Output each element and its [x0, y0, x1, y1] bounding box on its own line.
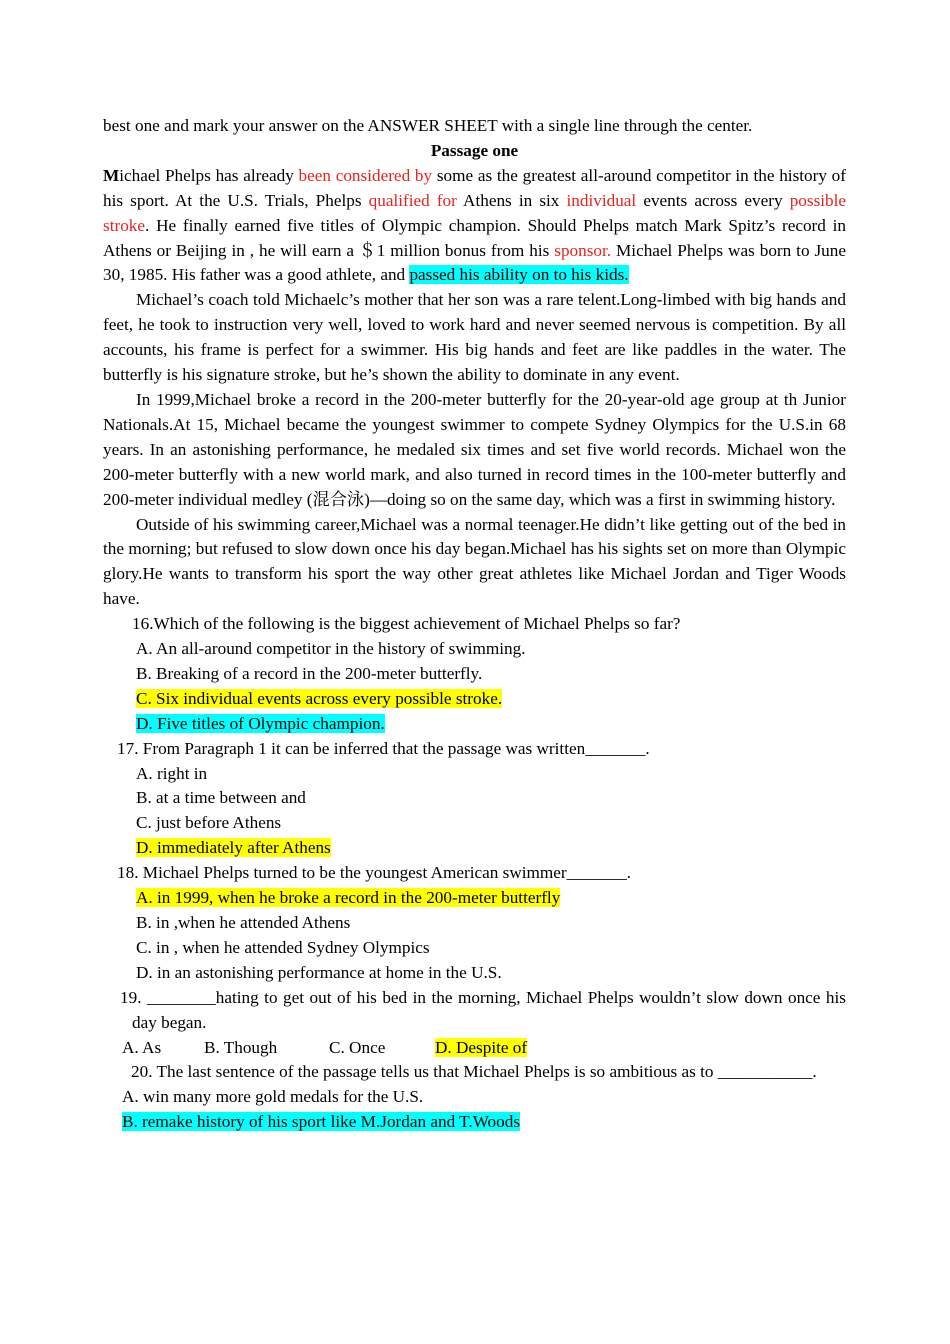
text-run: . He finally earned five titles of Olympic champion. Should Phelps match Mark Spitz’s record in Athens or Beijing in , he will earn a ＄1 million bonus from his — [103, 215, 846, 260]
passage-title: Passage one — [430, 140, 519, 160]
paragraph-4: Outside of his swimming career,Michael was a normal teenager.He didn’t like getting out of the bed in the morning; but refused to slow down once his day began.Michael has his sights set on more than Olympic glory.He wants to transform his sport the way other great athletes like Michael Jordan and Tiger Woods have. — [103, 514, 846, 609]
text-run: ichael Phelps has already — [119, 165, 299, 185]
q18-option-d: D. in an astonishing performance at home in the U.S. — [136, 962, 502, 982]
text-run: Athens in six — [456, 190, 567, 210]
text-run: events across every — [636, 190, 790, 210]
highlighted-option: C. Six individual events across every possible stroke. — [136, 688, 503, 708]
q17-option-a: A. right in — [136, 763, 208, 783]
question-19-stem: 19. ________hating to get out of his bed in the morning, Michael Phelps wouldn’t slow down once his day began. — [120, 987, 846, 1032]
q19-option-a: A. As — [122, 1037, 162, 1057]
q20-option-b — [103, 1110, 846, 1135]
q19-option-b: B. Though — [204, 1037, 278, 1057]
drop-letter: M — [103, 165, 120, 185]
q20-option-a: A. win many more gold medals for the U.S. — [122, 1087, 424, 1107]
red-phrase: qualified for — [368, 190, 457, 210]
paragraph-2: Michael’s coach told Michaelc’s mother that her son was a rare telent.Long-limbed with big hands and feet, he took to instruction very well, loved to work hard and never seemed nervous is competition. By all accounts, his frame is perfect for a swimmer. His big hands and feet are like paddles in the water. The butterfly is his signature stroke, but he’s shown the ability to dominate in any event. — [103, 290, 846, 385]
highlighted-phrase: passed his ability on to his kids. — [409, 265, 629, 285]
question-16-stem: 16.Which of the following is the biggest achievement of Michael Phelps so far? — [132, 614, 681, 634]
red-phrase: possible stroke — [103, 190, 847, 235]
q16-option-c — [103, 687, 846, 712]
red-phrase: been considered by — [298, 165, 433, 185]
q17-option-d — [103, 836, 846, 861]
highlighted-option: D. Five titles of Olympic champion. — [136, 713, 385, 733]
document-page — [103, 114, 846, 1135]
q18-option-c: C. in , when he attended Sydney Olympics — [136, 937, 430, 957]
paragraph-3: In 1999,Michael broke a record in the 200-meter butterfly for the 20-year-old age group at th Junior Nationals.At 15, Michael became the youngest swimmer to compete Sydney Olympics for the U.S.in 68 years. In an astonishing performance, he medaled six times and set five world records. Michael won the 200-meter butterfly with a new world mark, and also turned in record times in the 100-meter butterfly and 200-meter individual medley (混合泳)—doing so on the same day, which was a first in swimming history. — [103, 389, 846, 509]
q19-option-d: D. Despite of — [435, 1037, 528, 1057]
intro-line: best one and mark your answer on the ANSWER SHEET with a single line through the center. — [103, 116, 753, 135]
text-run: Michael Phelps was born to June 30, 1985. His father was a good athlete, and — [103, 240, 846, 285]
q19-options — [103, 1036, 846, 1061]
red-phrase: individual — [566, 190, 637, 210]
q19-option-c: C. Once — [329, 1037, 386, 1057]
red-phrase: sponsor. — [554, 240, 612, 260]
highlighted-option: D. immediately after Athens — [136, 838, 331, 858]
highlighted-option: B. remake history of his sport like M.Jordan and T.Woods — [122, 1112, 521, 1132]
q17-option-c: C. just before Athens — [136, 813, 282, 833]
text-run: some as the greatest all-around competitor in the history of his sport. At the U.S. Trials, Phelps — [103, 165, 846, 210]
q16-option-d — [103, 712, 846, 737]
question-20-stem: 20. The last sentence of the passage tells us that Michael Phelps is so ambitious as to ___________. — [131, 1062, 817, 1082]
highlighted-option: A. in 1999, when he broke a record in the 200-meter butterfly — [136, 888, 561, 908]
paragraph-1 — [103, 164, 846, 289]
q16-option-b: B. Breaking of a record in the 200-meter butterfly. — [136, 663, 483, 683]
q18-option-a — [103, 886, 846, 911]
question-18-stem: 18. Michael Phelps turned to be the youngest American swimmer_______. — [117, 863, 632, 883]
q18-option-b: B. in ,when he attended Athens — [136, 913, 351, 932]
q16-option-a: A. An all-around competitor in the history of swimming. — [136, 639, 526, 659]
q17-option-b: B. at a time between and — [136, 788, 306, 808]
question-17-stem: 17. From Paragraph 1 it can be inferred that the passage was written_______. — [117, 738, 650, 758]
